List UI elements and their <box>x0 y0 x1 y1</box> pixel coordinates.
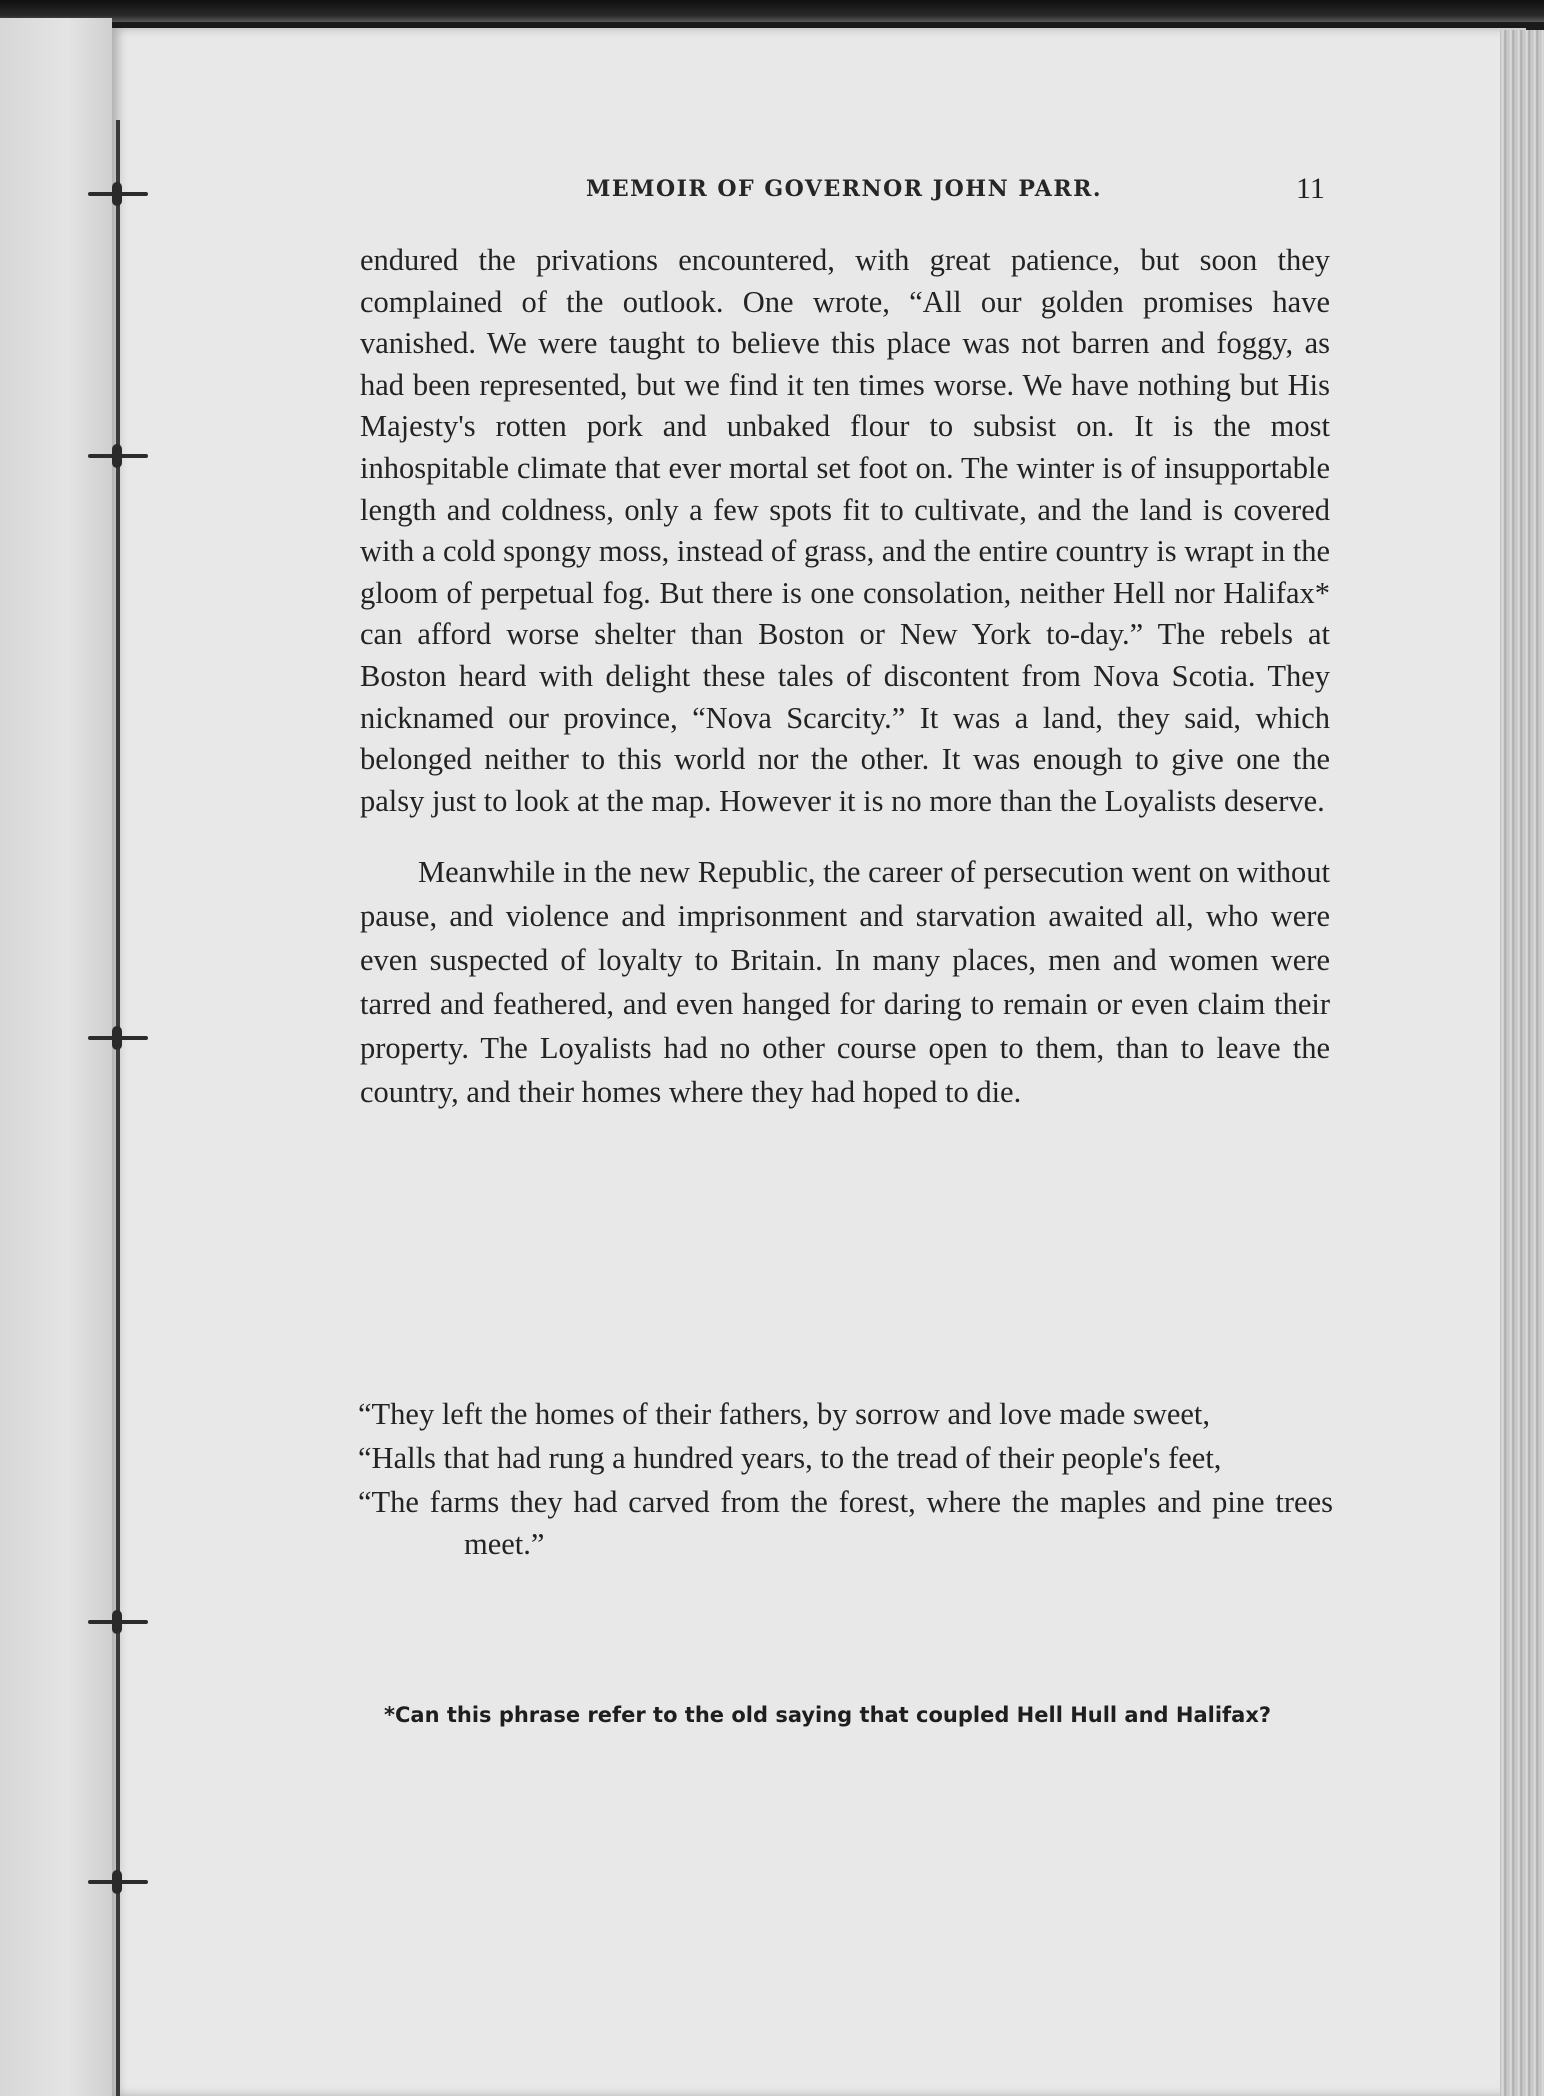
binding-stitch <box>88 1034 148 1042</box>
scan-top-edge <box>0 0 1544 22</box>
paragraph-1: endured the privations encountered, with great patience, but soon they complained of the outlook. One wrote, “All our golden promises have vanished. We were taught to believe this place was not barren and foggy, as had been represented, but we find it ten times worse. We have nothing but His Majesty's rotten pork and unbaked flour to subsist on. It is the most inhospitable climate that ever mortal set foot on. The winter is of insupportable length and coldness, only a few spots fit to cultivate, and the land is covered with a cold spongy moss, instead of grass, and the entire country is wrapt in the gloom of perpetual fog. But there is one consolation, neither Hell nor Halifax* can afford worse shelter than Boston or New York to-day.” The rebels at Boston heard with delight these tales of discontent from Nova Scotia. They nicknamed our province, “Nova Scarcity.” It was a land, they said, which belonged neither to this world nor the other. It was enough to give one the palsy just to look at the map. However it is no more than the Loyalists deserve. <box>360 243 1330 818</box>
binding-stitch <box>88 190 148 198</box>
binding-stitch <box>88 1878 148 1886</box>
binding-stitch <box>88 452 148 460</box>
binding-thread <box>116 120 120 2096</box>
body-text <box>360 240 1330 1114</box>
poem-line: “They left the homes of their fathers, by sorrow and love made sweet, <box>358 1397 1211 1431</box>
page-edge-stack <box>1500 30 1544 2096</box>
poem-line: “Halls that had rung a hundred years, to the tread of their people's feet, <box>358 1441 1222 1475</box>
poem-line: “The farms they had carved from the forest, where the maples and pine trees meet.” <box>358 1485 1333 1561</box>
binding-stitch <box>88 1618 148 1626</box>
facing-page-edge <box>0 18 112 2096</box>
running-header: MEMOIR OF GOVERNOR JOHN PARR. <box>586 176 1103 202</box>
poem-quotation <box>358 1393 1333 1567</box>
footnote: *Can this phrase refer to the old saying that coupled Hell Hull and Halifax? <box>384 1703 1272 1727</box>
page-number: 11 <box>1296 172 1325 205</box>
paragraph-2: Meanwhile in the new Republic, the career of persecution went on without pause, and violence and imprisonment and starvation awaited all, who were even suspected of loyalty to Britain. In many places, men and women were tarred and feathered, and even hanged for daring to remain or even claim their property. The Loyalists had no other course open to them, than to leave the country, and their homes where they had hoped to die. <box>360 855 1330 1110</box>
